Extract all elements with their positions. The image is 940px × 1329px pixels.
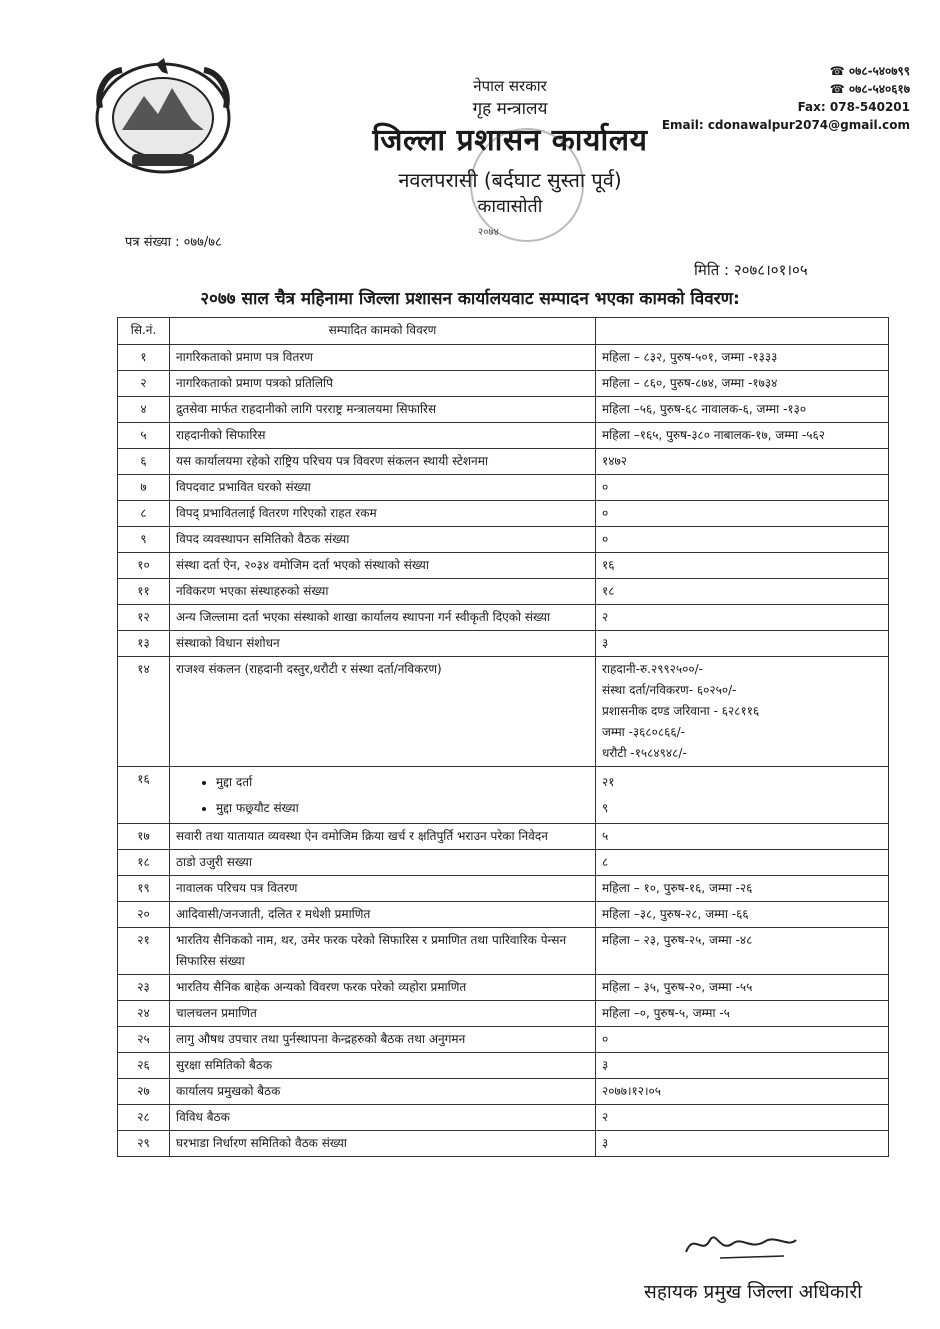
row-description: भारतिय सैनिकको नाम, थर, उमेर फरक परेको सिफारिस र प्रमाणित तथा पारिवारिक पेन्सन सिफारिस संख्या: [170, 928, 596, 975]
row-serial: ११: [118, 579, 170, 605]
table-row: [118, 928, 889, 975]
value-line: धरौटी -१५८४९४८/-: [602, 746, 687, 760]
phone-1: ☎ ०७८-५४०७९९: [829, 64, 910, 78]
row-value: ०: [596, 475, 889, 501]
table-row: [118, 876, 889, 902]
table-row: [118, 423, 889, 449]
row-description: द्रुतसेवा मार्फत राहदानीको लागि परराष्ट्र मन्त्रालयमा सिफारिस: [170, 397, 596, 423]
row-description: संस्था दर्ता ऐन, २०३४ वमोजिम दर्ता भएको संस्थाको संख्या: [170, 553, 596, 579]
case-list-item: • मुद्दा फछ्र्यौट संख्या: [216, 795, 589, 821]
row-serial: २८: [118, 1105, 170, 1131]
table-row: [118, 397, 889, 423]
row-serial: १३: [118, 631, 170, 657]
row-value: [596, 657, 889, 767]
row-description: आदिवासी/जनजाती, दलित र मधेशी प्रमाणित: [170, 902, 596, 928]
row-description: संस्थाको विधान संशोधन: [170, 631, 596, 657]
row-serial: २७: [118, 1079, 170, 1105]
row-description: नागरिकताको प्रमाण पत्र वितरण: [170, 345, 596, 371]
row-value: ०: [596, 501, 889, 527]
row-serial: २५: [118, 1027, 170, 1053]
row-serial: ९: [118, 527, 170, 553]
table-row: [118, 1001, 889, 1027]
row-description: ठाडो उजुरी सख्या: [170, 850, 596, 876]
table-row: [118, 501, 889, 527]
case-list-item: • मुद्दा दर्ता: [216, 769, 589, 795]
table-row: [118, 767, 889, 824]
header-value: [596, 318, 889, 345]
row-serial: २०: [118, 902, 170, 928]
row-serial: १४: [118, 657, 170, 767]
row-serial: १: [118, 345, 170, 371]
table-row: [118, 1027, 889, 1053]
row-serial: ४: [118, 397, 170, 423]
case-list: [176, 769, 589, 821]
row-serial: १९: [118, 876, 170, 902]
row-description: नागरिकताको प्रमाण पत्रको प्रतिलिपि: [170, 371, 596, 397]
signature-mark: [680, 1222, 800, 1266]
row-serial: १७: [118, 824, 170, 850]
table-row: [118, 371, 889, 397]
row-value: ०: [596, 527, 889, 553]
value-line: राहदानी-रु.२९९२५००/-: [602, 662, 704, 676]
row-serial: २: [118, 371, 170, 397]
row-description: विपदवाट प्रभावित घरको संख्या: [170, 475, 596, 501]
row-description: भारतिय सैनिक बाहेक अन्यको विवरण फरक परेको व्यहोरा प्रमाणित: [170, 975, 596, 1001]
row-description: चालचलन प्रमाणित: [170, 1001, 596, 1027]
row-value: महिला – ८६०, पुरुष-८७४, जम्मा -१७३४: [596, 371, 889, 397]
row-value: २०७७।१२।०५: [596, 1079, 889, 1105]
row-description: [170, 767, 596, 824]
table-row: [118, 1079, 889, 1105]
subject-line: २०७७ साल चैत्र महिनामा जिल्ला प्रशासन कार्यालयवाट सम्पादन भएका कामको विवरण:: [200, 289, 740, 309]
value-line: जम्मा -३६८०८६६/-: [602, 725, 685, 739]
row-value: महिला – १०, पुरुष-१६, जम्मा -२६: [596, 876, 889, 902]
table-row: [118, 1105, 889, 1131]
table-row: [118, 631, 889, 657]
row-value: महिला –३८, पुरुष-२८, जम्मा -६६: [596, 902, 889, 928]
table-row: [118, 657, 889, 767]
row-value: ५: [596, 824, 889, 850]
government-name: नेपाल सरकार: [473, 77, 547, 95]
value-line: ९: [602, 801, 609, 815]
row-serial: २१: [118, 928, 170, 975]
header-description: सम्पादित कामको विवरण: [170, 318, 596, 345]
row-value: २: [596, 1105, 889, 1131]
table-row: [118, 579, 889, 605]
place-name: कावासोती: [477, 196, 543, 217]
row-value: महिला –०, पुरुष-५, जम्मा -५: [596, 1001, 889, 1027]
table-row: [118, 553, 889, 579]
row-value: महिला – २३, पुरुष-२५, जम्मा -४८: [596, 928, 889, 975]
row-value: ३: [596, 1053, 889, 1079]
row-description: राहदानीको सिफारिस: [170, 423, 596, 449]
row-serial: २६: [118, 1053, 170, 1079]
row-description: राजश्व संकलन (राहदानी दस्तुर,धरौटी र संस्था दर्ता/नविकरण): [170, 657, 596, 767]
table-row: [118, 449, 889, 475]
row-value: ३: [596, 1131, 889, 1157]
row-serial: ७: [118, 475, 170, 501]
row-description: विविध बैठक: [170, 1105, 596, 1131]
table-row: [118, 527, 889, 553]
row-description: सवारी तथा यातायात व्यवस्था ऐन वमोजिम क्रिया खर्च र क्षतिपुर्ति भराउन परेका निवेदन: [170, 824, 596, 850]
row-description: सुरक्षा समितिको बैठक: [170, 1053, 596, 1079]
value-line: २१: [602, 775, 615, 789]
row-serial: ५: [118, 423, 170, 449]
value-line: प्रशासनीक दण्ड जरिवाना - ६२८११६: [602, 704, 760, 718]
stamp-year: २०७४: [478, 227, 499, 238]
row-description: कार्यालय प्रमुखको बैठक: [170, 1079, 596, 1105]
table-row: [118, 975, 889, 1001]
table-row: [118, 850, 889, 876]
row-value: १६: [596, 553, 889, 579]
row-serial: २४: [118, 1001, 170, 1027]
row-description: नविकरण भएका संस्थाहरुको संख्या: [170, 579, 596, 605]
row-serial: १०: [118, 553, 170, 579]
row-description: विपद व्यवस्थापन समितिको वैठक संख्या: [170, 527, 596, 553]
row-serial: ८: [118, 501, 170, 527]
row-value: ३: [596, 631, 889, 657]
row-value: ८: [596, 850, 889, 876]
row-value: ०: [596, 1027, 889, 1053]
row-description: घरभाडा निर्धारण समितिको वैठक संख्या: [170, 1131, 596, 1157]
row-description: नावालक परिचय पत्र वितरण: [170, 876, 596, 902]
table-row: [118, 605, 889, 631]
fax-number: Fax: 078-540201: [797, 100, 910, 114]
row-serial: १६: [118, 767, 170, 824]
row-value: महिला – ३५, पुरुष-२०, जम्मा -५५: [596, 975, 889, 1001]
row-value: महिला –५६, पुरुष-६८ नावालक-६, जम्मा -१३०: [596, 397, 889, 423]
signatory-designation: सहायक प्रमुख जिल्ला अधिकारी: [644, 1281, 863, 1303]
phone-2: ☎ ०७८-५४०६१७: [829, 82, 910, 96]
row-serial: २३: [118, 975, 170, 1001]
row-value: महिला – ८३२, पुरुष-५०१, जम्मा -१३३३: [596, 345, 889, 371]
row-description: यस कार्यालयमा रहेको राष्ट्रिय परिचय पत्र विवरण संकलन स्थायी स्टेशनमा: [170, 449, 596, 475]
row-value: [596, 767, 889, 824]
row-serial: २९: [118, 1131, 170, 1157]
table-row: [118, 1053, 889, 1079]
work-details-table: [117, 317, 889, 1157]
row-description: अन्य जिल्लामा दर्ता भएका संस्थाको शाखा कार्यालय स्थापना गर्न स्वीकृती दिएको संख्या: [170, 605, 596, 631]
ministry-name: गृह मन्त्रालय: [472, 99, 548, 119]
table-row: [118, 1131, 889, 1157]
row-description: लागु औषध उपचार तथा पुर्नस्थापना केन्द्रहरुको बैठक तथा अनुगमन: [170, 1027, 596, 1053]
email-address: Email: cdonawalpur2074@gmail.com: [661, 118, 910, 132]
table-row: [118, 345, 889, 371]
row-value: महिला –१६५, पुरुष-३८० नाबालक-१७, जम्मा -५६२: [596, 423, 889, 449]
letter-number: पत्र संख्या : ०७७/७८: [125, 235, 222, 250]
row-value: २: [596, 605, 889, 631]
row-value: १४७२: [596, 449, 889, 475]
row-serial: १८: [118, 850, 170, 876]
table-row: [118, 475, 889, 501]
table-header-row: [118, 318, 889, 345]
value-line: संस्था दर्ता/नविकरण- ६०२५०/-: [602, 683, 737, 697]
row-serial: ६: [118, 449, 170, 475]
row-serial: १२: [118, 605, 170, 631]
table-row: [118, 902, 889, 928]
office-title: जिल्ला प्रशासन कार्यालय: [372, 123, 648, 158]
header-serial: सि.नं.: [118, 318, 170, 345]
letter-date: मिति : २०७८।०१।०५: [694, 261, 808, 279]
district-name: नवलपरासी (बर्दघाट सुस्ता पूर्व): [398, 168, 622, 192]
nepal-emblem: [92, 58, 234, 176]
table-row: [118, 824, 889, 850]
row-value: १८: [596, 579, 889, 605]
row-description: विपद् प्रभावितलाई वितरण गरिएको राहत रकम: [170, 501, 596, 527]
